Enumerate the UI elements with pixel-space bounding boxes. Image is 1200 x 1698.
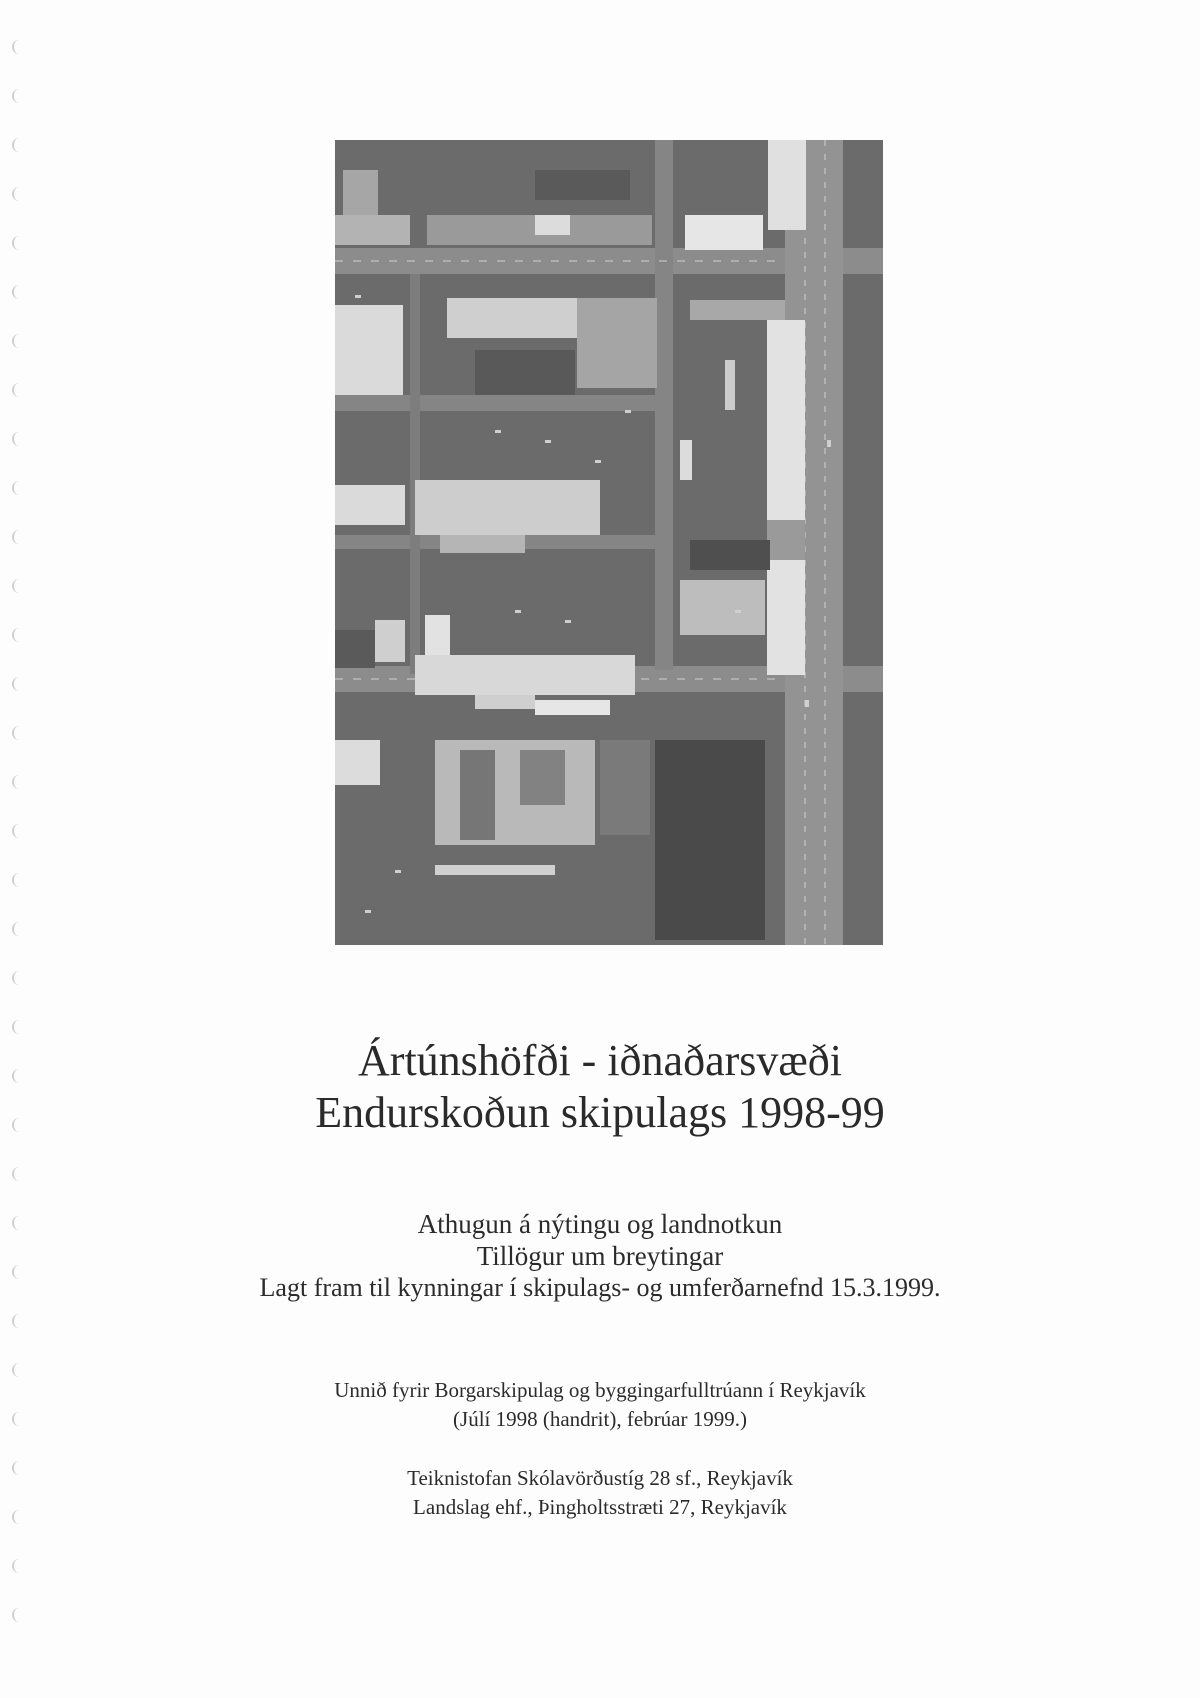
document-subtitle (0, 1208, 1200, 1304)
binding-punch-mark (12, 383, 20, 397)
binding-punch-mark (12, 1167, 20, 1181)
aerial-photo (335, 140, 883, 945)
binding-punch-mark (12, 481, 20, 495)
subtitle-line-1: Athugun á nýtingu og landnotkun (417, 1209, 783, 1239)
binding-punch-mark (12, 579, 20, 593)
credits-line-2: (Júlí 1998 (handrit), febrúar 1999.) (453, 1407, 747, 1431)
binding-punch-mark (12, 432, 20, 446)
office-line-2: Landslag ehf., Þingholtsstræti 27, Reykjavík (413, 1495, 787, 1519)
binding-punch-mark (12, 726, 20, 740)
binding-punch-mark (12, 530, 20, 544)
binding-punch-mark (12, 677, 20, 691)
document-title (0, 1035, 1200, 1139)
binding-punch-mark (12, 873, 20, 887)
document-offices (0, 1464, 1200, 1522)
binding-punch-mark (12, 89, 20, 103)
binding-punch-mark (12, 922, 20, 936)
binding-punch-mark (12, 1363, 20, 1377)
title-line-2: Endurskoðun skipulags 1998-99 (315, 1088, 885, 1137)
binding-punch-mark (12, 824, 20, 838)
binding-punch-mark (12, 1559, 20, 1573)
title-line-1: Ártúnshöfði - iðnaðarsvæði (358, 1036, 842, 1085)
binding-punch-mark (12, 285, 20, 299)
subtitle-line-2: Tillögur um breytingar (476, 1241, 724, 1271)
office-line-1: Teiknistofan Skólavörðustíg 28 sf., Reykjavík (407, 1466, 793, 1490)
binding-punch-mark (12, 138, 20, 152)
binding-punch-mark (12, 236, 20, 250)
binding-punch-mark (12, 1608, 20, 1622)
binding-punch-mark (12, 1020, 20, 1034)
binding-punch-mark (12, 334, 20, 348)
binding-punch-mark (12, 1314, 20, 1328)
binding-punch-mark (12, 775, 20, 789)
binding-punch-mark (12, 187, 20, 201)
credits-line-1: Unnið fyrir Borgarskipulag og byggingarfulltrúann í Reykjavík (334, 1378, 866, 1402)
binding-punch-mark (12, 628, 20, 642)
aerial-photo-illustration (335, 140, 883, 945)
subtitle-line-3: Lagt fram til kynningar í skipulags- og umferðarnefnd 15.3.1999. (259, 1273, 941, 1302)
binding-punch-mark (12, 40, 20, 54)
document-credits (0, 1376, 1200, 1434)
binding-punch-mark (12, 971, 20, 985)
